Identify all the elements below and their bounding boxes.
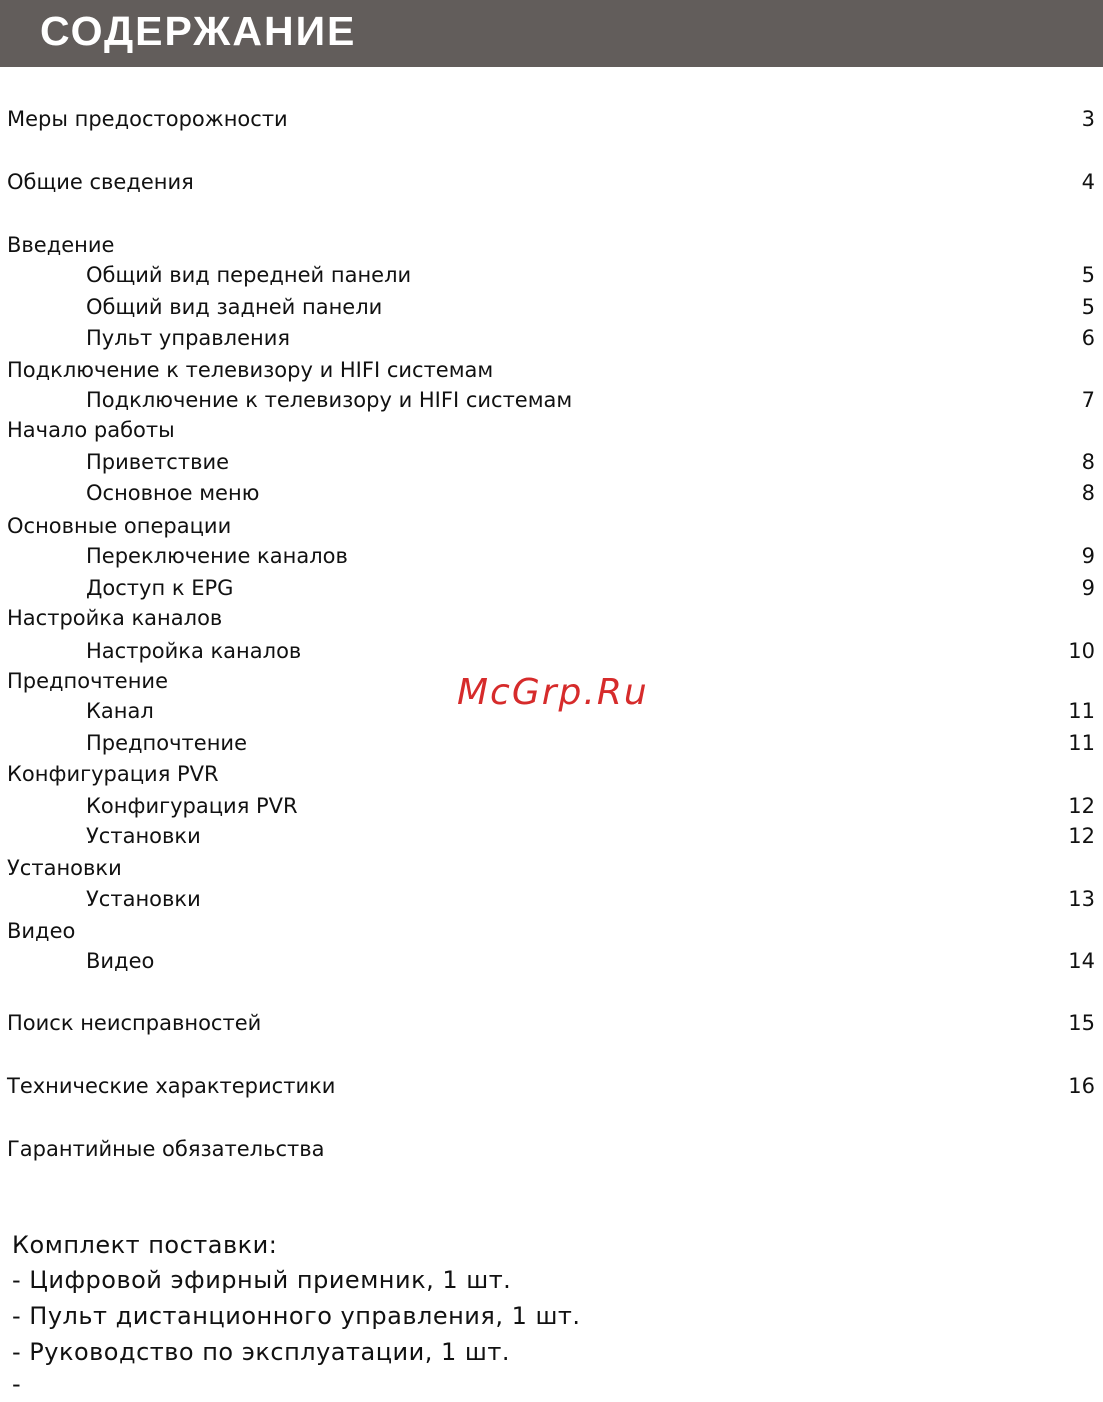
- toc-entry-title: Основное меню: [86, 481, 260, 505]
- toc-entry[interactable]: [0, 603, 1103, 633]
- toc-entry[interactable]: [0, 1071, 1103, 1101]
- toc-entry[interactable]: [0, 292, 1103, 322]
- toc-entry-page: 3: [1081, 107, 1095, 131]
- toc-entry-page: 4: [1081, 170, 1095, 194]
- toc-entry[interactable]: [0, 884, 1103, 914]
- toc-entry-page: 15: [1068, 1011, 1095, 1035]
- toc-entry-title: Общий вид задней панели: [86, 295, 383, 319]
- toc-entry-title: Видео: [86, 949, 155, 973]
- toc-entry-page: 9: [1081, 576, 1095, 600]
- toc-entry-title: Общие сведения: [7, 170, 194, 194]
- toc-entry[interactable]: [0, 167, 1103, 197]
- page-title: СОДЕРЖАНИЕ: [40, 8, 357, 54]
- toc-entry[interactable]: [0, 1134, 1103, 1164]
- toc-entry-title: Введение: [7, 233, 115, 257]
- toc-entry-page: 12: [1068, 824, 1095, 848]
- toc-entry[interactable]: [0, 1008, 1103, 1038]
- toc-entry[interactable]: [0, 323, 1103, 353]
- toc-entry-title: Предпочтение: [7, 669, 168, 693]
- toc-entry-title: Технические характеристики: [7, 1074, 336, 1098]
- toc-entry-title: Подключение к телевизору и HIFI системам: [7, 358, 494, 382]
- toc-entry[interactable]: [0, 541, 1103, 571]
- page-header: [0, 0, 1103, 67]
- toc-entry-title: Конфигурация PVR: [7, 762, 219, 786]
- toc-entry-title: Канал: [86, 699, 154, 723]
- toc-entry-title: Приветствие: [86, 450, 230, 474]
- toc-entry-title: Начало работы: [7, 418, 175, 442]
- toc-entry-title: Поиск неисправностей: [7, 1011, 262, 1035]
- package-contents-item: - Цифровой эфирный приемник, 1 шт.: [12, 1266, 512, 1294]
- toc-entry-page: 10: [1068, 639, 1095, 663]
- toc-entry-page: 5: [1081, 295, 1095, 319]
- toc-entry[interactable]: [0, 916, 1103, 946]
- toc-entry-page: 12: [1068, 794, 1095, 818]
- toc-entry-title: Гарантийные обязательства: [7, 1137, 325, 1161]
- toc-entry[interactable]: [0, 791, 1103, 821]
- toc-entry[interactable]: [0, 573, 1103, 603]
- toc-entry-page: 11: [1068, 731, 1095, 755]
- toc-entry-page: 16: [1068, 1074, 1095, 1098]
- toc-entry[interactable]: [0, 260, 1103, 290]
- toc-entry-title: Настройка каналов: [7, 606, 223, 630]
- toc-entry-title: Переключение каналов: [86, 544, 348, 568]
- toc-entry-page: 7: [1081, 388, 1095, 412]
- toc-entry-page: 8: [1081, 481, 1095, 505]
- toc-entry[interactable]: [0, 104, 1103, 134]
- toc-entry-title: Установки: [86, 824, 201, 848]
- toc-entry-title: Видео: [7, 919, 76, 943]
- toc-entry[interactable]: [0, 636, 1103, 666]
- toc-entry-title: Меры предосторожности: [7, 107, 288, 131]
- toc-entry-page: 13: [1068, 887, 1095, 911]
- toc-entry-page: 9: [1081, 544, 1095, 568]
- toc-entry[interactable]: [0, 415, 1103, 445]
- toc-entry[interactable]: [0, 511, 1103, 541]
- toc-entry-page: 5: [1081, 263, 1095, 287]
- toc-entry[interactable]: [0, 821, 1103, 851]
- toc-entry[interactable]: [0, 230, 1103, 260]
- package-contents-item: - Руководство по эксплуатации, 1 шт.: [12, 1338, 510, 1366]
- toc-entry-title: Общий вид передней панели: [86, 263, 412, 287]
- toc-entry-title: Настройка каналов: [86, 639, 302, 663]
- toc-entry-page: 6: [1081, 326, 1095, 350]
- toc-entry[interactable]: [0, 946, 1103, 976]
- toc-entry[interactable]: [0, 478, 1103, 508]
- package-contents-item: - Пульт дистанционного управления, 1 шт.: [12, 1302, 581, 1330]
- package-contents-item: -: [12, 1370, 22, 1398]
- toc-entry[interactable]: [0, 853, 1103, 883]
- toc-entry-title: Конфигурация PVR: [86, 794, 298, 818]
- toc-entry-page: 8: [1081, 450, 1095, 474]
- toc-entry[interactable]: [0, 447, 1103, 477]
- toc-entry-title: Подключение к телевизору и HIFI системам: [86, 388, 573, 412]
- watermark: McGrp.Ru: [457, 672, 649, 713]
- toc-entry-page: 14: [1068, 949, 1095, 973]
- package-contents-title: Комплект поставки:: [12, 1231, 278, 1259]
- toc-entry-title: Основные операции: [7, 514, 232, 538]
- toc-entry-title: Доступ к EPG: [86, 576, 234, 600]
- toc-entry-title: Установки: [86, 887, 201, 911]
- toc-entry[interactable]: [0, 759, 1103, 789]
- toc-entry[interactable]: [0, 728, 1103, 758]
- toc-entry[interactable]: [0, 355, 1103, 385]
- toc-entry-title: Установки: [7, 856, 122, 880]
- toc-entry-title: Предпочтение: [86, 731, 247, 755]
- toc-entry-page: 11: [1068, 699, 1095, 723]
- toc-entry-title: Пульт управления: [86, 326, 291, 350]
- toc-entry[interactable]: [0, 385, 1103, 415]
